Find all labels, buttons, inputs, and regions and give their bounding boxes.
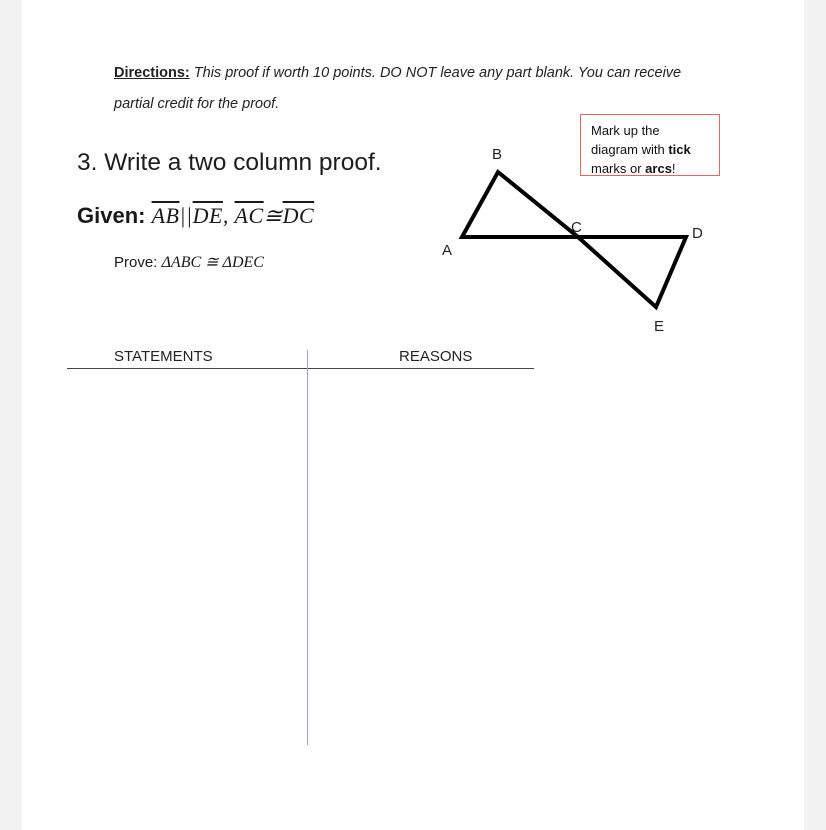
given-label: Given: (77, 203, 146, 228)
congruent-symbol: ≅ (263, 203, 283, 228)
segment-de: $\overline{DE}$ (192, 203, 223, 228)
note-text-1: Mark up the diagram with (591, 123, 669, 157)
table-column-divider (307, 350, 308, 745)
note-bold-arcs: arcs (645, 161, 672, 176)
prove-statement (114, 252, 264, 272)
vertex-label-e: E (654, 318, 665, 335)
worksheet-page (22, 0, 804, 830)
segment-dc: $\overline{DC}$ (282, 203, 315, 228)
triangle-dec (578, 237, 686, 307)
vertex-label-d: D (692, 225, 703, 242)
given-comma: , (222, 203, 235, 228)
directions-label: Directions: (114, 65, 190, 81)
note-text-3: ! (671, 161, 676, 176)
directions-body: This proof if worth 10 points. DO NOT leave any part blank. You can receive partial credit for the proof. (114, 65, 682, 112)
parallel-symbol: || (179, 203, 193, 228)
vertex-label-c: C (571, 219, 582, 236)
vertex-label-b: B (492, 146, 503, 163)
note-text-2: marks or (591, 161, 646, 176)
given-statement (77, 203, 314, 229)
prove-math: ΔABC ≅ ΔDEC (161, 254, 264, 271)
table-header-divider (67, 368, 534, 369)
triangle-diagram (422, 140, 752, 340)
prove-label: Prove: (114, 254, 162, 271)
question-title: 3. Write a two column proof. (77, 149, 382, 176)
vertex-label-a: A (442, 242, 453, 259)
directions-text (114, 58, 714, 120)
segment-ab: $\overline{AB}$ (151, 203, 180, 228)
note-bold-tick: tick (668, 142, 691, 157)
triangle-abc (462, 172, 578, 237)
segment-ac: $\overline{AC}$ (234, 203, 264, 228)
given-math (152, 203, 315, 228)
statements-column-header: STATEMENTS (114, 348, 213, 365)
reasons-column-header: REASONS (399, 348, 473, 365)
